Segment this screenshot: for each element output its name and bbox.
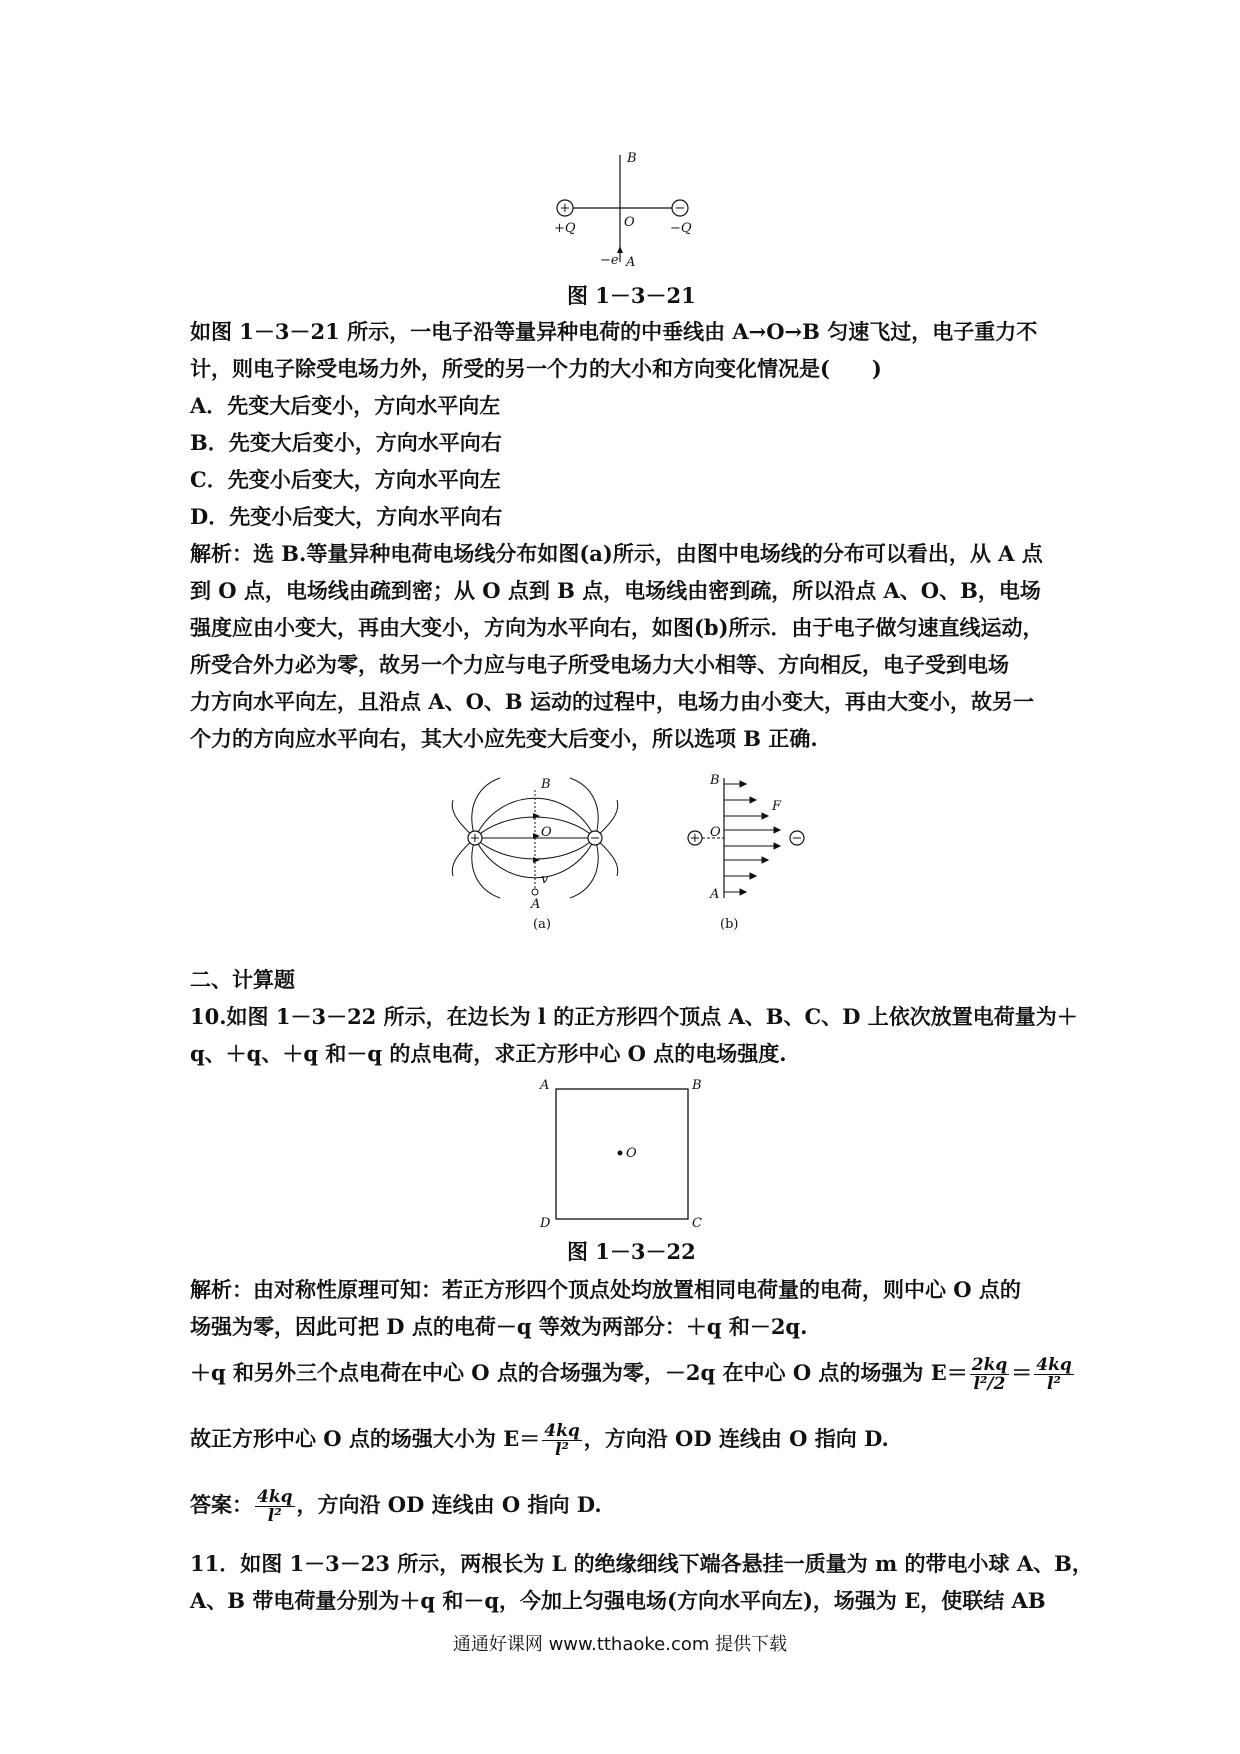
q9-analysis-line5: 力方向水平向左，且沿点 A、O、B 运动的过程中，电场力由小变大，再由大变小，故另一 — [190, 689, 1034, 714]
figb-caption: (b) — [720, 917, 739, 932]
fraction-4kq-over-l2-result: $\frac{4kq}{\text{l²}}$ — [544, 1421, 580, 1460]
svg-text:−: − — [589, 831, 601, 846]
figa-label-B: B — [541, 777, 551, 792]
figa-label-O: O — [541, 825, 552, 840]
label-A: A — [626, 255, 636, 270]
q9-analysis-line1: 解析：选 B.等量异种电荷电场线分布如图(a)所示，由图中电场线的分布可以看出，从 A 点 — [190, 541, 1043, 566]
figure-a-field-lines — [445, 770, 655, 932]
q10-analysis-line4: 故正方形中心 O 点的场强大小为 E＝ $\frac{4kq}{\text{l²}}$ ，方向沿 OD 连线由 O 指向 D. — [190, 1421, 889, 1460]
figa-caption: (a) — [533, 917, 551, 932]
fig2-label-C: C — [692, 1216, 702, 1231]
svg-text:+: + — [469, 831, 481, 846]
label-electron: −e — [600, 253, 619, 268]
page-footer: 通通好课网 www.tthaoke.com 提供下载 — [452, 1634, 788, 1655]
figb-label-F: F — [772, 799, 782, 814]
figb-label-A: A — [710, 887, 720, 902]
q9-analysis-line3: 强度应由小变大，再由大变小，方向为水平向右，如图(b)所示．由于电子做匀速直线运动， — [190, 615, 1044, 640]
figa-label-v: v — [541, 872, 549, 887]
figa-label-A: A — [531, 897, 541, 912]
q9-analysis-line2: 到 O 点，电场线由疏到密；从 O 点到 B 点，电场线由密到疏，所以沿点 A、O、B，电场 — [190, 578, 1041, 603]
plus-charge-sign: + — [559, 201, 571, 216]
q10-answer: 答案： $\frac{4kq}{\text{l²}}$ ，方向沿 OD 连线由 O 指向 D. — [190, 1487, 602, 1526]
figure-1-3-21 — [540, 140, 720, 270]
fig2-label-A: A — [540, 1078, 550, 1093]
figure-b-force-arrows — [680, 770, 830, 932]
label-O: O — [624, 215, 635, 230]
figure-caption-1-3-21: 图 1－3－21 — [567, 283, 696, 308]
label-minus-Q: −Q — [670, 221, 692, 236]
q10-stem-line1: 10.如图 1－3－22 所示，在边长为 l 的正方形四个顶点 A、B、C、D 上依次放置电荷量为＋ — [190, 1004, 1078, 1029]
fraction-4kq-over-l2-answer: $\frac{4kq}{\text{l²}}$ — [257, 1487, 293, 1526]
q9-option-b: B．先变大后变小，方向水平向右 — [190, 430, 502, 455]
q9-analysis-line6: 个力的方向应水平向右，其大小应先变大后变小，所以选项 B 正确. — [190, 726, 818, 751]
figb-label-B: B — [710, 773, 720, 788]
minus-charge-sign: − — [674, 201, 686, 216]
fraction-4kq-over-l2: $\frac{4kq}{\text{l²}}$ — [1036, 1355, 1072, 1394]
q9-stem-line2: 计，则电子除受电场力外，所受的另一个力的大小和方向变化情况是( ) — [190, 356, 882, 381]
svg-text:+: + — [689, 831, 701, 846]
figure-caption-1-3-22: 图 1－3－22 — [567, 1239, 696, 1264]
q9-option-d: D．先变小后变大，方向水平向右 — [190, 504, 503, 529]
q10-stem-line2: q、＋q、＋q 和－q 的点电荷，求正方形中心 O 点的电场强度. — [190, 1041, 787, 1066]
q9-option-a: A．先变大后变小，方向水平向左 — [190, 393, 501, 418]
q9-analysis-line4: 所受合外力必为零，故另一个力应与电子所受电场力大小相等、方向相反，电子受到电场 — [190, 652, 1009, 677]
q9-stem-line1: 如图 1－3－21 所示，一电子沿等量异种电荷的中垂线由 A→O→B 匀速飞过，电子重力不 — [190, 319, 1038, 344]
svg-text:−: − — [791, 831, 803, 846]
q10-analysis-line2: 场强为零，因此可把 D 点的电荷－q 等效为两部分：＋q 和－2q. — [190, 1314, 808, 1339]
figure-1-3-22 — [540, 1075, 730, 1230]
label-B: B — [627, 151, 637, 166]
fraction-2kq-over-l2-half: $\frac{2kq}{\text{l²/2}}$ — [971, 1355, 1008, 1394]
fig2-label-D: D — [540, 1216, 551, 1231]
q11-line2: A、B 带电荷量分别为＋q 和－q，今加上匀强电场(方向水平向左)，场强为 E，使联结 AB — [190, 1588, 1046, 1613]
q9-option-c: C．先变小后变大，方向水平向左 — [190, 467, 501, 492]
q10-analysis-line1: 解析：由对称性原理可知：若正方形四个顶点处均放置相同电荷量的电荷，则中心 O 点的 — [190, 1277, 1021, 1302]
fig2-label-O: O — [626, 1146, 637, 1161]
section-title: 二、计算题 — [190, 967, 295, 992]
label-plus-Q: +Q — [554, 221, 576, 236]
fig2-label-B: B — [692, 1078, 702, 1093]
figb-label-O: O — [710, 825, 721, 840]
q11-line1: 11．如图 1－3－23 所示，两根长为 L 的绝缘细线下端各悬挂一质量为 m 的带电小球 A、B， — [190, 1551, 1093, 1576]
q10-analysis-line3: ＋q 和另外三个点电荷在中心 O 点的合场强为零，－2q 在中心 O 点的场强为 E＝ $\frac{2kq}{\text{l²/2}}$ ＝ $\frac{4kq}{\text{l²}}$ — [190, 1355, 1072, 1394]
